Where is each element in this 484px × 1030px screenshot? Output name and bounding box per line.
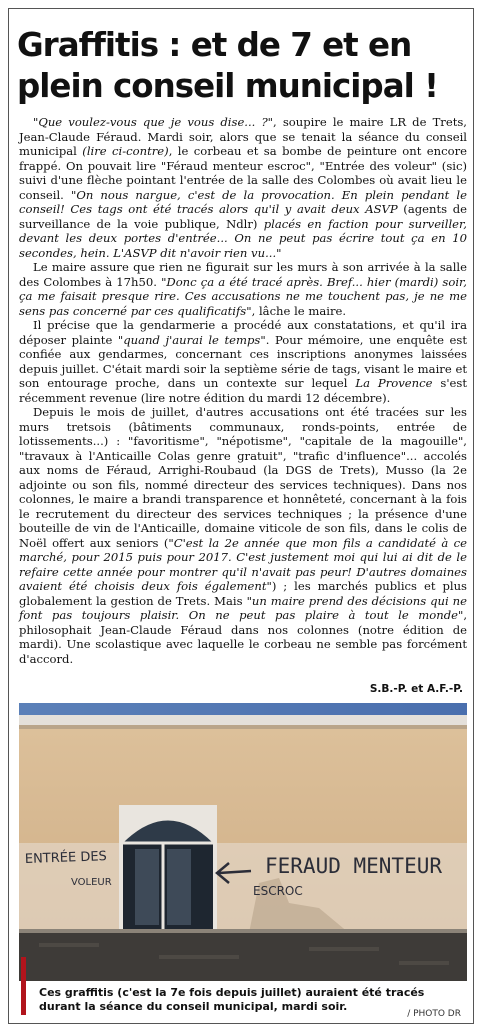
quote-segment: La Provence xyxy=(355,376,433,390)
text-segment: Depuis le mois de juillet, d'autres accusations ont été tracées sur les murs tretsois (bâtiments communaux, ronds-points, entrée de lotissements...) : "favoritisme", "népotisme", "capitale de la magouille", "travaux à l'Anticaille Colas genre gratuit", "trafic d'influence"... accolés aux noms de Féraud, Arrighi-Roubaud (la DGS de Trets), Musso (la 2e adjointe ou son fils, nommé directeur des services techniques). Dans nos colonnes, le maire a brandi transparence et honnêteté, concernant à la fois le recrutement du directeur des services techniques ; la présence d'une bouteille de vin de l'Anticaille, domaine viticole de son fils, dans le colis de Noël offert aux seniors ( xyxy=(19,405,467,550)
graffiti-left-line2: VOLEUR xyxy=(71,877,112,888)
caption-accent-bar xyxy=(21,957,26,1015)
photo-credit: / PHOTO DR xyxy=(407,1009,461,1019)
article-photo xyxy=(19,703,467,981)
quote-segment: "un maire prend des décisions qui ne font pas toujours plaisir. On ne peut pas plaire à tout le monde" xyxy=(19,593,467,622)
article-body xyxy=(19,115,467,666)
article-paragraph xyxy=(19,260,467,318)
text-segment: , soupire le maire LR de Trets, Jean-Claude Féraud. Mardi soir, alors que se tenait la séance du conseil municipal xyxy=(19,115,467,158)
photo-caption: Ces graffitis (c'est la 7e fois depuis juillet) auraient été tracés durant la séance du conseil municipal, mardi soir. xyxy=(39,986,425,1013)
headline xyxy=(17,25,467,107)
graffiti-left-line1: ENTRÉE DES xyxy=(24,849,108,867)
article-paragraph xyxy=(19,405,467,666)
byline: S.B.-P. et A.F.-P. xyxy=(369,683,463,695)
quote-segment: "On nous nargue, c'est de la provocation. En plein pendant le conseil! Ces tags ont été tracés alors qu'il y avait deux ASVP xyxy=(19,187,467,216)
text-segment: ) ; les marchés publics et plus globalement la gestion de Trets. Mais xyxy=(19,579,467,608)
headline-line-1: Graffitis : et de 7 et en xyxy=(17,26,412,64)
graffiti-right-line1: FERAUD MENTEUR xyxy=(265,854,443,878)
text-segment: . Pour mémoire, une enquête est confiée aux gendarmes, concernant ces inscriptions anonymes laissées depuis juillet. C'était mardi soir la septième série de tags, visant le maire et son entourage proche, dans un contexte sur lequel xyxy=(19,332,467,390)
text-segment: , lâche le maire. xyxy=(251,303,347,318)
article-paragraph xyxy=(19,318,467,405)
quote-segment: "Que voulez-vous que je vous dise... ?" xyxy=(33,115,274,129)
newspaper-article xyxy=(8,8,474,1024)
quote-segment: placés en faction pour surveiller, devant les deux portes d'entrée... On ne peut pas écrire tout ça en 10 secondes, hein. L'ASVP dit n'avoir rien vu..." xyxy=(19,216,467,260)
text-segment: Il précise que la gendarmerie a procédé aux constatations, et qu'il ira déposer plainte xyxy=(19,318,467,347)
quote-segment: "Donc ça a été tracé après. Bref... hier (mardi) soir, ça me faisait presque rire. Ces accusations ne me touchent pas, je ne me sens pas concerné par ces qualificatifs" xyxy=(19,274,467,318)
headline-line-2: plein conseil municipal ! xyxy=(17,67,438,105)
photo-ground xyxy=(19,931,467,981)
photo-illustration xyxy=(19,703,467,981)
quote-segment: "quand j'aurai le temps" xyxy=(117,332,266,347)
text-segment: , philosophait Jean-Claude Féraud dans nos colonnes (notre édition de mardi). Une scolastique avec laquelle le corbeau ne semble pas forcément d'accord. xyxy=(19,608,467,666)
quote-segment: (lire ci-contre) xyxy=(82,144,169,158)
text-segment: (agents de surveillance de la voie publique, Ndlr) xyxy=(19,202,467,231)
text-segment: s'est récemment revenue (lire notre édition du mardi 12 décembre). xyxy=(19,376,467,405)
text-segment: , le corbeau et sa bombe de peinture ont encore frappé. On pouvait lire "Féraud menteur escroc", "Entrée des voleur" (sic) suivi d'une flèche pointant l'entrée de la salle des Colombes où avait lieu le conseil. xyxy=(19,144,467,202)
graffiti-right-line2: ESCROC xyxy=(253,884,303,898)
article-paragraph xyxy=(19,115,467,260)
text-segment: Le maire assure que rien ne figurait sur les murs à son arrivée à la salle des Colombes à 17h50. xyxy=(19,260,467,289)
quote-segment: "C'est la 2e année que mon fils a candidaté à ce marché, pour 2015 puis pour 2017. C'est justement moi qui lui ai dit de le refaire cette année pour montrer qu'il n'avait pas peur! D'autres domaines avaient été choisis deux fois également" xyxy=(19,535,467,593)
